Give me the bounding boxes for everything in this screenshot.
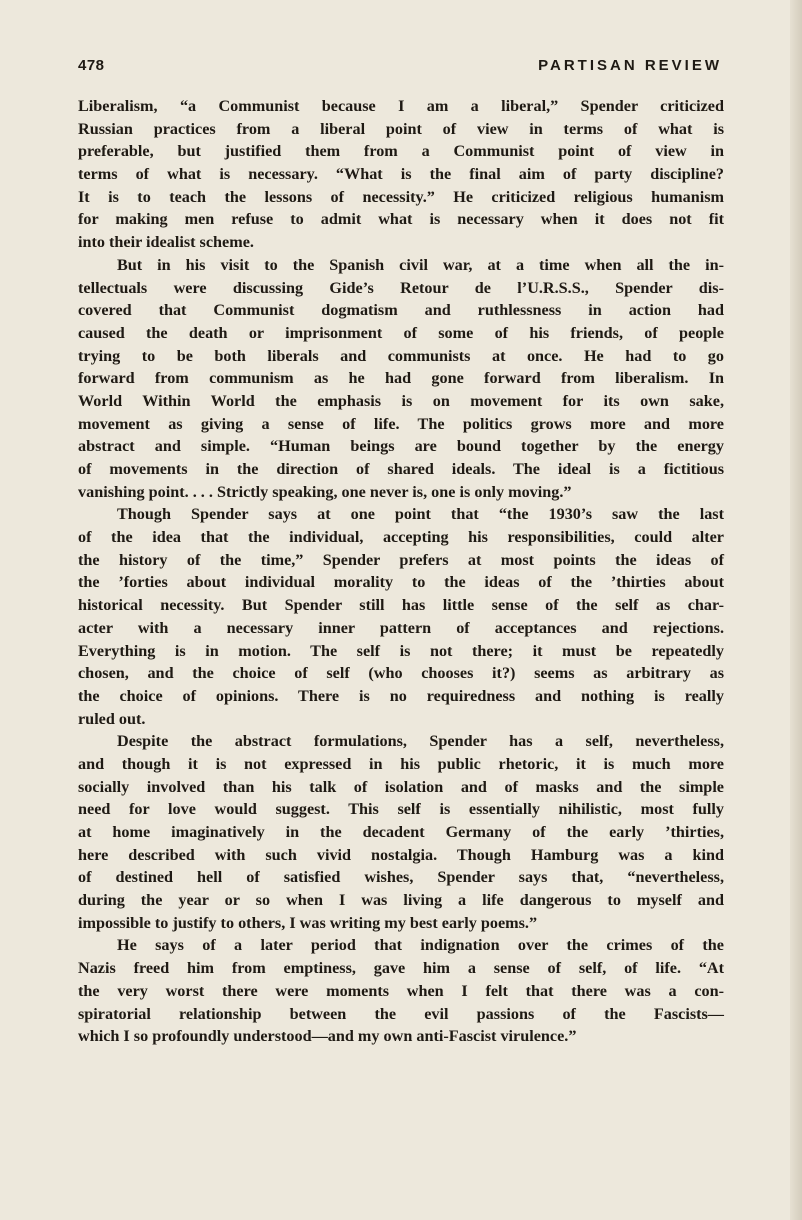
text-line: acter with a necessary inner pattern of acceptances and rejections. — [78, 618, 724, 637]
text-line: Everything is in motion. The self is not there; it must be repeatedly — [78, 641, 724, 660]
paragraph-end-line: into their idealist scheme. — [78, 233, 254, 252]
text-line: historical necessity. But Spender still has little sense of the self as char- — [78, 596, 724, 615]
text-line: at home imaginatively in the decadent Germany of the early ’thirties, — [78, 823, 724, 841]
text-line: during the year or so when I was living a life dangerous to myself and — [78, 891, 724, 910]
text-line: chosen, and the choice of self (who chooses it?) seems as arbitrary as — [78, 664, 724, 683]
text-line: movement as giving a sense of life. The politics grows more and more — [78, 414, 724, 433]
paragraph-start-line: Despite the abstract formulations, Spender has a self, nevertheless, — [117, 732, 724, 751]
text-line: Liberalism, “a Communist because I am a liberal,” Spender criticized — [78, 97, 724, 115]
text-line: for making men refuse to admit what is necessary when it does not fit — [78, 210, 724, 229]
text-line: It is to teach the lessons of necessity.” He criticized religious humanism — [78, 187, 724, 206]
text-line: the very worst there were moments when I felt that there was a con- — [78, 981, 724, 1000]
running-head — [78, 57, 722, 79]
text-line: Russian practices from a liberal point of view in terms of what is — [78, 119, 724, 138]
text-line: the history of the time,” Spender prefers at most points the ideas of — [78, 550, 724, 569]
text-line: and though it is not expressed in his public rhetoric, it is much more — [78, 754, 724, 773]
paragraph-start-line: Though Spender says at one point that “the 1930’s saw the last — [117, 505, 724, 524]
text-line: of the idea that the individual, accepting his responsibilities, could alter — [78, 528, 724, 547]
text-line: spiratorial relationship between the evil passions of the Fascists— — [78, 1004, 724, 1023]
journal-title: PARTISAN REVIEW — [538, 57, 722, 74]
article-body — [78, 95, 724, 1048]
text-line: tellectuals were discussing Gide’s Retour de l’U.R.S.S., Spender dis- — [78, 278, 724, 297]
page-number: 478 — [78, 57, 105, 74]
paragraph-end-line: vanishing point. . . . Strictly speaking, one never is, one is only moving.” — [78, 482, 572, 501]
text-line: need for love would suggest. This self is essentially nihilistic, most fully — [78, 800, 724, 819]
text-line: caused the death or imprisonment of some of his friends, of people — [78, 323, 724, 342]
text-line: forward from communism as he had gone forward from liberalism. In — [78, 369, 724, 388]
text-line: Nazis freed him from emptiness, gave him a sense of self, of life. “At — [78, 959, 724, 978]
paragraph-end-line: which I so profoundly understood—and my own anti-Fascist virulence.” — [78, 1027, 577, 1046]
text-line: World Within World the emphasis is on movement for its own sake, — [78, 391, 724, 410]
paragraph-end-line: impossible to justify to others, I was writing my best early poems.” — [78, 913, 538, 932]
text-line: here described with such vivid nostalgia. Though Hamburg was a kind — [78, 845, 724, 864]
text-line: preferable, but justified them from a Communist point of view in — [78, 142, 724, 161]
text-line: the ’forties about individual morality to the ideas of the ’thirties about — [78, 573, 724, 592]
text-line: of destined hell of satisfied wishes, Spender says that, “nevertheless, — [78, 868, 724, 887]
text-line: terms of what is necessary. “What is the final aim of party discipline? — [78, 165, 724, 184]
text-line: covered that Communist dogmatism and ruthlessness in action had — [78, 301, 724, 320]
text-line: abstract and simple. “Human beings are bound together by the energy — [78, 437, 724, 456]
paragraph-end-line: ruled out. — [78, 709, 146, 728]
text-line: socially involved than his talk of isolation and of masks and the simple — [78, 777, 724, 796]
text-line: trying to be both liberals and communists at once. He had to go — [78, 346, 724, 365]
page-edge-shadow — [790, 0, 802, 1220]
paragraph-start-line: But in his visit to the Spanish civil war, at a time when all the in- — [117, 255, 724, 274]
text-line: of movements in the direction of shared ideals. The ideal is a fictitious — [78, 460, 724, 478]
text-line: the choice of opinions. There is no requiredness and nothing is really — [78, 686, 724, 705]
paragraph-start-line: He says of a later period that indignation over the crimes of the — [117, 936, 724, 955]
